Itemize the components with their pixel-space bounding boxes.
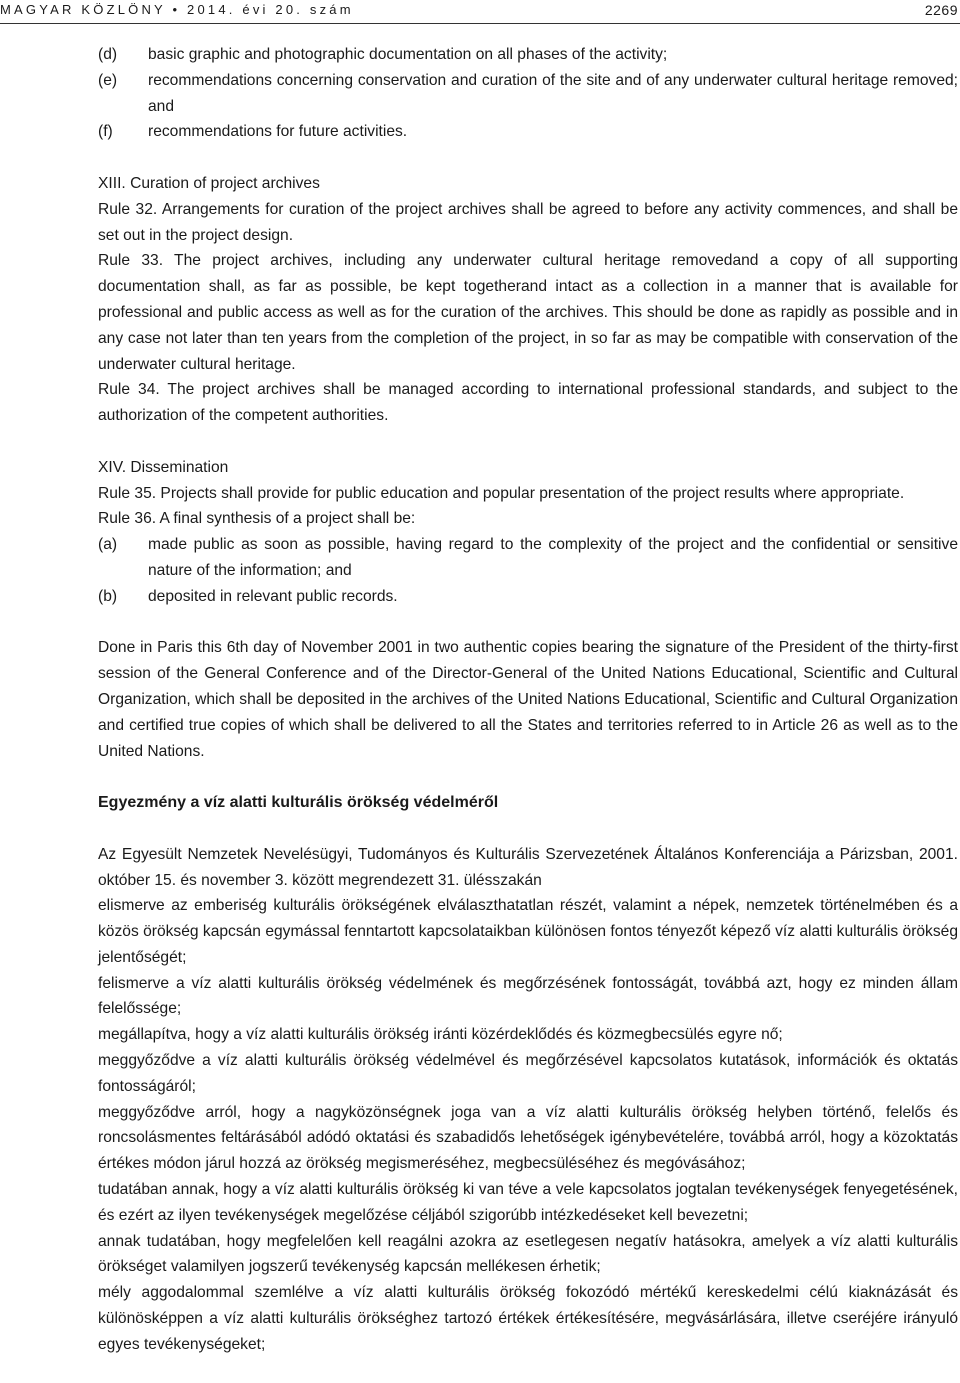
closing-paragraph: Done in Paris this 6th day of November 2001 in two authentic copies bearing the signature of the President of the thirty-first session of the General Conference and of the Director-General of the United Nations Educational, Scientific and Cultural Organization, which shall be deposited in the archives of the United Nations Educational, Scientific and Cultural Organization and certified true copies of which shall be delivered to all the States and territories referred to in Article 26 as well as to the United Nations. [98, 639, 958, 760]
rule-paragraph: Rule 32. Arrangements for curation of the project archives shall be agreed to before any activity commences, and shall be set out in the project design. [98, 200, 958, 244]
preamble-paragraph: elismerve az emberiség kulturális örökségének elválaszthatatlan részét, valamint a népek, nemzetek történelmében és a közös örökség kapcsán egymással fenntartott kapcsolataikban különösen fontos tényezőt képező víz alatti kulturális örökség jelentőségét; [98, 897, 958, 966]
list-item-text: deposited in relevant public records. [148, 587, 398, 605]
preamble-paragraph: mély aggodalommal szemlélve a víz alatti kulturális örökség fokozódó mértékű kereskedelmi célú kiaknázását és különösképpen a víz alatti kulturális örökséghez tartozó értékek értékesítésére, megvásárlására, illetve cseréjére irányuló egyes tevékenységeket; [98, 1284, 958, 1353]
document-body [98, 42, 958, 1358]
journal-title: MAGYAR KÖZLÖNY • 2014. évi 20. szám [0, 2, 354, 17]
list-item [98, 532, 958, 584]
rule-paragraph: Rule 35. Projects shall provide for public education and popular presentation of the project results where appropriate. [98, 484, 905, 502]
list-item-text: basic graphic and photographic documentation on all phases of the activity; [148, 46, 668, 63]
list-item [98, 584, 958, 610]
list-item-text: recommendations for future activities. [148, 123, 408, 141]
preamble-paragraph: annak tudatában, hogy megfelelően kell reagálni azokra az esetlegesen negatív hatásokra, amelyek a víz alatti kulturális örökséget valamilyen jogszerű tevékenység kapcsán mellékesen érhetik; [98, 1232, 958, 1276]
page-number: 2269 [924, 2, 958, 18]
list-item-label: (a) [98, 536, 118, 554]
list-item [98, 68, 958, 120]
rule-paragraph: Rule 36. A final synthesis of a project shall be: [98, 510, 416, 528]
spacer [98, 610, 958, 636]
list-item-text: made public as soon as possible, having regard to the complexity of the project and the confidential or sensitive nature of the information; and [148, 536, 958, 579]
list-item-label: (f) [98, 123, 113, 141]
list-item-text: recommendations concerning conservation and curation of the site and of any underwater cultural heritage removed; and [148, 71, 958, 115]
convention-title: Egyezmény a víz alatti kulturális örökség védelméről [98, 794, 499, 812]
header-rule [0, 23, 960, 24]
list-item-label: (e) [98, 71, 118, 89]
list-item [98, 42, 958, 68]
section-heading: XIV. Dissemination [98, 458, 229, 476]
rule-paragraph: Rule 33. The project archives, including any underwater cultural heritage removedand a copy of all supporting documentation shall, as far as possible, be kept togetherand intact as a collection in a manner that is available for professional and public access as well as for the curation of the archives. This should be done as rapidly as possible and in any case not later than ten years from the completion of the project, in so far as may be compatible with conservation of the underwater cultural heritage. [98, 252, 958, 373]
preamble-paragraph: megállapítva, hogy a víz alatti kulturális örökség iránti közérdeklődés és közmegbecsülés egyre nő; [98, 1026, 783, 1044]
list-item [98, 119, 958, 145]
preamble-paragraph: Az Egyesült Nemzetek Nevelésügyi, Tudományos és Kulturális Szervezetének Általános Konferenciája a Párizsban, 2001. október 15. és november 3. között megrendezett 31. ülésszakán [98, 845, 958, 889]
preamble-paragraph: felismerve a víz alatti kulturális örökség védelmének és megőrzésének fontosságát, továbbá azt, hogy ez minden állam felelőssége; [98, 974, 958, 1018]
rule-paragraph: Rule 34. The project archives shall be managed according to international professional standards, and subject to the authorization of the competent authorities. [98, 381, 958, 425]
page-header [0, 0, 960, 26]
preamble-paragraph: meggyőződve arról, hogy a nagyközönségnek joga van a víz alatti kulturális örökség helyben történő, felelős és roncsolásmentes feltárásából adódó oktatási és szabadidős lehetőségek igénybevételére, továbbá arról, hogy a közoktatás értékes módon járul hozzá az örökség megismeréséhez, megbecsüléséhez és megóvásához; [98, 1103, 958, 1173]
preamble-paragraph: tudatában annak, hogy a víz alatti kulturális örökség ki van téve a vele kapcsolatos jogtalan tevékenységek fenyegetésének, és ezért az ilyen tevékenységek megelőzése céljából szigorúbb intézkedéseket kell bevezetni; [98, 1181, 958, 1224]
section-heading: XIII. Curation of project archives [98, 174, 320, 192]
list-item-label: (d) [98, 46, 118, 63]
list-item-label: (b) [98, 587, 118, 605]
preamble-paragraph: meggyőződve a víz alatti kulturális örökség védelmével és megőrzésével kapcsolatos kutatások, információk és oktatás fontosságáról; [98, 1052, 958, 1095]
